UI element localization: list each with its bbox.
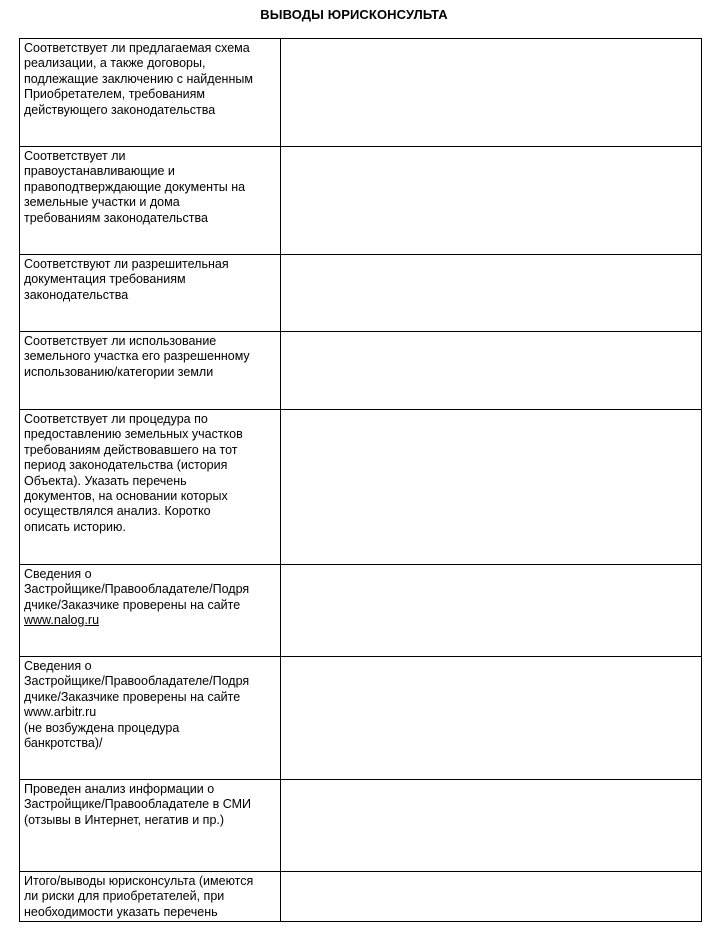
answer-cell[interactable] [281, 410, 702, 565]
question-cell [20, 332, 281, 410]
answer-cell[interactable] [281, 255, 702, 332]
table-row [20, 332, 702, 410]
table-row [20, 565, 702, 657]
question-text: Сведения о Застройщике/Правообладателе/Подря дчике/Заказчике проверены на сайте www.arbitr.ru (не возбуждена процедура банкротства)/ [24, 659, 250, 751]
answer-cell[interactable] [281, 780, 702, 872]
question-cell [20, 657, 281, 780]
answer-cell[interactable] [281, 147, 702, 255]
document-title: ВЫВОДЫ ЮРИСКОНСУЛЬТА [260, 7, 448, 22]
question-text: Итого/выводы юрисконсульта (имеются ли риски для приобретателей, при необходимости указать перечень [24, 874, 254, 919]
table-row [20, 147, 702, 255]
question-cell [20, 39, 281, 147]
table-row [20, 410, 702, 565]
question-cell [20, 410, 281, 565]
question-text: Сведения о Застройщике/Правообладателе/Подря дчике/Заказчике проверены на сайте [24, 567, 250, 612]
question-text: Соответствует ли предлагаемая схема реализации, а также договоры, подлежащие заключению с найденным Приобретателем, требованиям действующего законодательства [24, 41, 253, 117]
question-cell [20, 255, 281, 332]
question-text: Соответствует ли процедура по предоставлению земельных участков требованиям действовавшего на тот период законодательства (история Объекта). Указать перечень документов, на основании которых осуществлялся анализ. Коротко описать историю. [24, 412, 243, 534]
question-cell [20, 872, 281, 922]
question-text: Соответствует ли использование земельного участка его разрешенному использованию/категории земли [24, 334, 250, 379]
question-cell [20, 147, 281, 255]
table-row [20, 657, 702, 780]
question-cell [20, 565, 281, 657]
answer-cell[interactable] [281, 565, 702, 657]
answer-cell[interactable] [281, 332, 702, 410]
question-text: Проведен анализ информации о Застройщике/Правообладателе в СМИ (отзывы в Интернет, негатив и пр.) [24, 782, 252, 827]
question-text: Соответствует ли правоустанавливающие и правоподтверждающие документы на земельные участки и дома требованиям законодательства [24, 149, 246, 225]
table-row [20, 255, 702, 332]
answer-cell[interactable] [281, 39, 702, 147]
question-text: Соответствуют ли разрешительная документация требованиям законодательства [24, 257, 229, 302]
answer-cell[interactable] [281, 872, 702, 922]
answer-cell[interactable] [281, 657, 702, 780]
table-row [20, 872, 702, 922]
question-cell [20, 780, 281, 872]
table-row [20, 780, 702, 872]
nalog-link[interactable]: www.nalog.ru [24, 613, 100, 628]
table-row [20, 39, 702, 147]
legal-conclusions-table [19, 38, 702, 922]
